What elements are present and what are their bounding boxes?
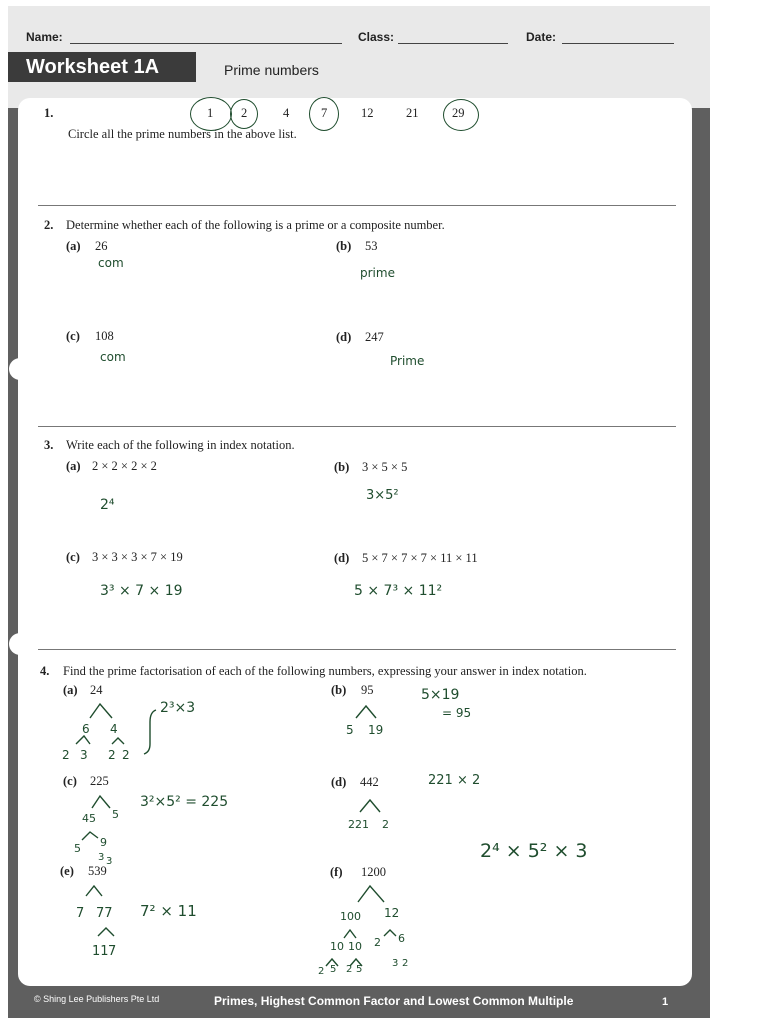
handwritten-answer: prime (360, 266, 395, 280)
handwritten-answer: 3³ × 7 × 19 (100, 583, 183, 599)
handwritten-answer: 3²×5² = 225 (140, 794, 229, 810)
factor-tree (84, 882, 114, 900)
class-line (398, 43, 508, 44)
divider (38, 649, 676, 650)
worksheet-title: Worksheet 1A (8, 52, 196, 82)
list-number: 29 (452, 106, 465, 120)
handwritten-answer: com (100, 350, 126, 364)
handwritten-answer: 5×19 (421, 687, 460, 703)
list-number: 2 (241, 106, 248, 120)
part-label: (d) (334, 551, 350, 565)
factor-tree (60, 698, 150, 758)
tree-node: 3 (80, 748, 88, 762)
question-number: 2. (44, 218, 54, 232)
tree-node: 7 (76, 906, 85, 921)
answer-circle (190, 97, 232, 131)
tree-node: 2 (346, 964, 353, 975)
tree-node: 77 (96, 906, 113, 921)
part-value: 2 × 2 × 2 × 2 (92, 459, 157, 473)
tree-node: 221 (348, 818, 369, 831)
handwritten-answer: Prime (390, 354, 425, 368)
tree-node: 11 (92, 944, 109, 959)
tree-node: 2 (122, 748, 130, 762)
part-value: 225 (90, 774, 109, 788)
handwritten-answer: = 95 (442, 706, 472, 720)
copyright: © Shing Lee Publishers Pte Ltd (34, 994, 160, 1004)
question-text: Find the prime factorisation of each of the following numbers, expressing your answer in index notation. (63, 664, 587, 678)
handwritten-answer: com (98, 256, 124, 270)
date-label: Date: (526, 30, 557, 44)
handwritten-answer: 5 × 7³ × 11² (354, 583, 443, 599)
list-number: 1 (207, 106, 214, 120)
tree-node: 3 (98, 852, 105, 863)
part-value: 247 (365, 330, 384, 344)
tree-node: 2 (374, 936, 381, 949)
page-number: 1 (662, 996, 669, 1008)
list-number: 4 (283, 106, 290, 120)
part-label: (c) (63, 774, 77, 788)
question-number: 3. (44, 438, 54, 452)
answer-circle (309, 97, 339, 131)
part-label: (a) (63, 683, 78, 697)
part-value: 53 (365, 239, 378, 253)
name-line (70, 43, 342, 44)
factor-tree (324, 956, 374, 968)
list-number: 12 (361, 106, 374, 120)
tree-node: 2 (382, 818, 389, 831)
part-label: (a) (66, 239, 81, 253)
question-text: Determine whether each of the following is a prime or a composite number. (66, 218, 445, 232)
answer-circle (230, 99, 258, 129)
handwritten-answer: 2⁴ (100, 497, 115, 513)
part-value: 442 (360, 775, 379, 789)
divider (38, 205, 676, 206)
factor-tree (96, 924, 126, 940)
part-value: 108 (95, 329, 114, 343)
factor-tree (352, 882, 402, 906)
part-label: (f) (330, 865, 343, 879)
punch-hole (9, 358, 31, 380)
part-value: 3 × 3 × 3 × 7 × 19 (92, 550, 183, 564)
part-label: (b) (336, 239, 352, 253)
tree-node: 10 (330, 940, 344, 953)
part-label: (a) (66, 459, 81, 473)
tree-node: 12 (384, 906, 400, 920)
tree-node: 9 (100, 836, 107, 849)
tree-node: 19 (368, 723, 384, 737)
part-value: 26 (95, 239, 108, 253)
question-number: 4. (40, 664, 50, 678)
part-value: 95 (361, 683, 374, 697)
handwritten-answer: 7² × 11 (140, 902, 197, 920)
punch-hole (9, 633, 31, 655)
part-label: (b) (334, 460, 350, 474)
tree-node: 2 (402, 958, 409, 969)
name-label: Name: (26, 30, 63, 44)
question-text: Write each of the following in index notation. (66, 438, 295, 452)
factor-tree (80, 828, 116, 842)
part-value: 5 × 7 × 7 × 7 × 11 × 11 (362, 551, 478, 565)
class-label: Class: (358, 30, 395, 44)
part-value: 1200 (361, 865, 386, 879)
tree-node: 6 (398, 932, 405, 945)
tree-node: 5 (74, 842, 81, 855)
question-text: Circle all the prime numbers in the above list. (68, 127, 297, 141)
part-value: 539 (88, 864, 107, 878)
list-number: 21 (406, 106, 419, 120)
tree-node: 2 (318, 966, 325, 977)
part-value: 24 (90, 683, 103, 697)
handwritten-answer: 221 × 2 (428, 773, 481, 788)
tree-node: 2 (62, 748, 70, 762)
divider (38, 426, 676, 427)
question-number: 1. (44, 106, 54, 120)
handwritten-answer: 2³×3 (160, 700, 196, 716)
answer-circle (443, 99, 479, 131)
tree-node: 5 (330, 964, 337, 975)
part-label: (d) (336, 330, 352, 344)
handwritten-answer: 3×5² (366, 488, 399, 503)
factor-tree (356, 796, 396, 816)
tree-node: 5 (112, 808, 119, 821)
chapter-title: Primes, Highest Common Factor and Lowest Common Multiple (214, 994, 574, 1008)
tree-node: 5 (346, 723, 354, 737)
list-number: 7 (321, 106, 328, 120)
factor-tree (88, 792, 128, 812)
part-label: (e) (60, 864, 74, 878)
tree-node: 7 (108, 944, 117, 959)
date-line (562, 43, 674, 44)
part-label: (d) (331, 775, 347, 789)
part-label: (c) (66, 329, 80, 343)
tree-node: 3 (392, 958, 399, 969)
part-label: (c) (66, 550, 80, 564)
part-label: (b) (331, 683, 347, 697)
worksheet-subtitle: Prime numbers (224, 62, 319, 78)
tree-node: 45 (82, 812, 96, 825)
tree-node: 10 (348, 940, 362, 953)
tree-node: 2 (108, 748, 116, 762)
tree-node: 100 (340, 910, 361, 923)
tree-node: 4 (110, 722, 118, 736)
handwritten-answer: 2⁴ × 5² × 3 (480, 840, 588, 862)
part-value: 3 × 5 × 5 (362, 460, 408, 474)
tree-node: 6 (82, 722, 90, 736)
tree-node: 5 (356, 964, 363, 975)
factor-tree (350, 702, 390, 722)
tree-node: 3 (106, 856, 113, 867)
